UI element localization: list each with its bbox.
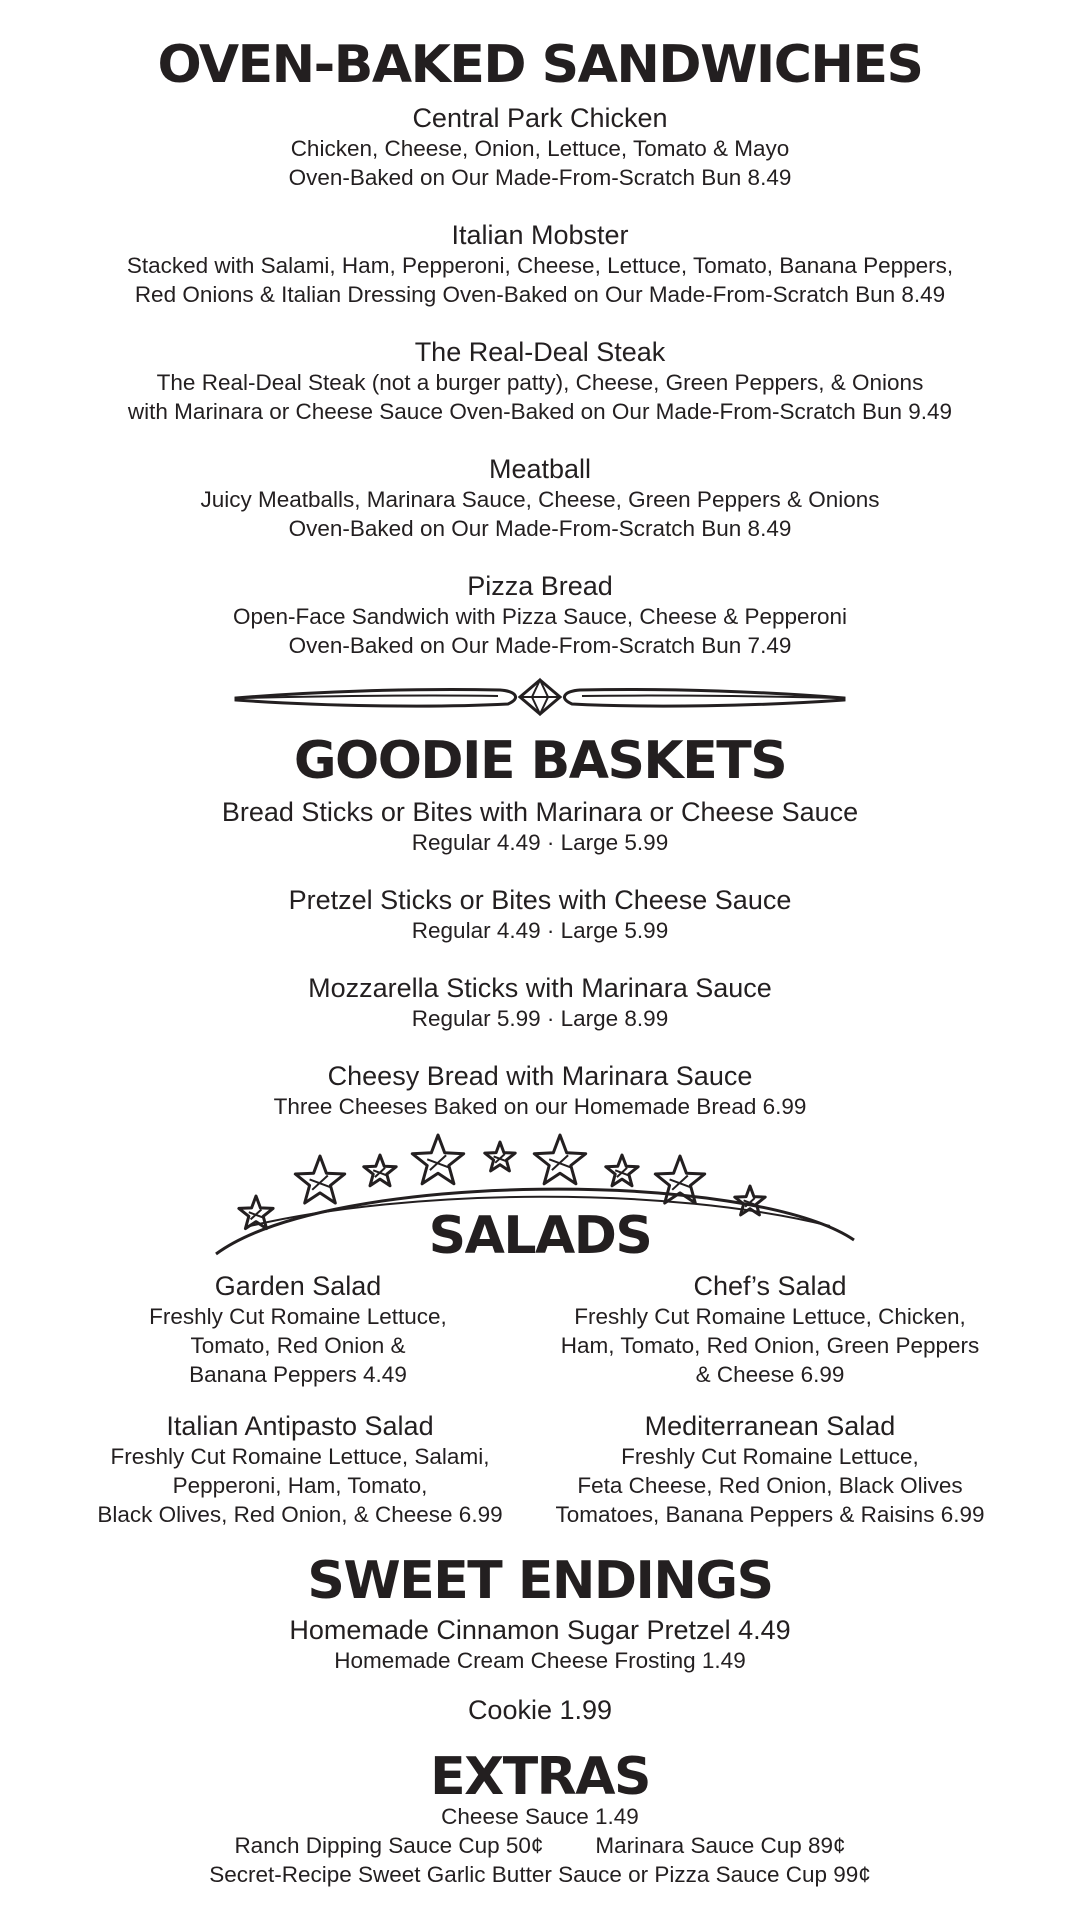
sandwich-name: Pizza Bread — [467, 571, 613, 601]
basket-desc: Regular 5.99 · Large 8.99 — [411, 1006, 669, 1031]
salad-item — [70, 1410, 530, 1529]
salad-desc: Freshly Cut Romaine Lettuce, — [621, 1444, 919, 1469]
salad-item — [88, 1270, 508, 1389]
frosting-item: Homemade Cream Cheese Frosting 1.49 — [334, 1648, 746, 1673]
sandwich-desc: Oven-Baked on Our Made-From-Scratch Bun 8.49 — [288, 516, 792, 541]
salad-desc: & Cheese 6.99 — [695, 1362, 845, 1387]
salad-desc: Black Olives, Red Onion, & Cheese 6.99 — [97, 1502, 503, 1527]
star-scribble-icon — [615, 1168, 629, 1177]
pretzel-item: Homemade Cinnamon Sugar Pretzel 4.49 — [289, 1615, 791, 1645]
star-scribble-icon — [427, 1155, 449, 1170]
extras-title: EXTRAS — [430, 1747, 650, 1807]
basket-desc: Regular 4.49 · Large 5.99 — [411, 918, 669, 943]
sandwiches-title: OVEN-BAKED SANDWICHES — [157, 35, 923, 95]
ornamental-divider-icon — [230, 676, 850, 716]
salad-desc: Banana Peppers 4.49 — [189, 1362, 407, 1387]
salad-name: Italian Antipasto Salad — [166, 1411, 434, 1441]
extras-row — [0, 1831, 1080, 1860]
salad-desc: Freshly Cut Romaine Lettuce, Salami, — [110, 1444, 490, 1469]
star-icon — [412, 1135, 463, 1184]
salads-title: SALADS — [428, 1206, 652, 1266]
sandwich-desc: Stacked with Salami, Ham, Pepperoni, Cheese, Lettuce, Tomato, Banana Peppers, — [126, 253, 954, 278]
sandwich-desc: with Marinara or Cheese Sauce Oven-Baked on Our Made-From-Scratch Bun 9.49 — [127, 399, 953, 424]
salad-desc: Ham, Tomato, Red Onion, Green Peppers — [560, 1333, 980, 1358]
salad-desc: Freshly Cut Romaine Lettuce, Chicken, — [574, 1304, 966, 1329]
salad-item — [540, 1410, 1000, 1529]
sandwich-name: Meatball — [488, 454, 592, 484]
sandwich-desc: Oven-Baked on Our Made-From-Scratch Bun 7.49 — [288, 633, 792, 658]
sandwich-desc: Juicy Meatballs, Marinara Sauce, Cheese, Green Peppers & Onions — [200, 487, 880, 512]
sandwich-name: The Real-Deal Steak — [414, 337, 666, 367]
basket-name: Cheesy Bread with Marinara Sauce — [327, 1061, 753, 1091]
star-scribble-icon — [494, 1154, 507, 1163]
extra-item: Marinara Sauce Cup 89¢ — [595, 1833, 846, 1858]
star-icon — [534, 1135, 585, 1184]
star-icon — [606, 1155, 638, 1186]
salad-name: Garden Salad — [214, 1271, 382, 1301]
salad-desc: Pepperoni, Ham, Tomato, — [172, 1473, 428, 1498]
basket-desc: Three Cheeses Baked on our Homemade Bread 6.99 — [273, 1094, 807, 1119]
salad-name: Chef’s Salad — [693, 1271, 847, 1301]
sandwich-desc: Red Onions & Italian Dressing Oven-Baked on Our Made-From-Scratch Bun 8.49 — [134, 282, 946, 307]
star-scribble-icon — [310, 1176, 331, 1190]
extra-item: Secret-Recipe Sweet Garlic Butter Sauce or Pizza Sauce Cup 99¢ — [209, 1862, 871, 1887]
star-icon — [485, 1142, 515, 1171]
sandwich-name: Central Park Chicken — [412, 103, 668, 133]
star-scribble-icon — [373, 1168, 387, 1177]
sandwich-desc: Chicken, Cheese, Onion, Lettuce, Tomato & Mayo — [290, 136, 790, 161]
salad-item — [540, 1270, 1000, 1389]
basket-name: Mozzarella Sticks with Marinara Sauce — [308, 973, 772, 1003]
basket-name: Pretzel Sticks or Bites with Cheese Sauce — [288, 885, 792, 915]
sweet-endings-title: SWEET ENDINGS — [307, 1551, 773, 1611]
salad-desc: Tomatoes, Banana Peppers & Raisins 6.99 — [555, 1502, 985, 1527]
extra-item: Cheese Sauce 1.49 — [441, 1804, 639, 1829]
star-icon — [364, 1155, 396, 1186]
extra-item: Ranch Dipping Sauce Cup 50¢ — [234, 1833, 544, 1858]
star-scribble-icon — [549, 1155, 571, 1170]
salad-desc: Freshly Cut Romaine Lettuce, — [149, 1304, 447, 1329]
sandwich-desc: Oven-Baked on Our Made-From-Scratch Bun 8.49 — [288, 165, 792, 190]
star-icon — [295, 1156, 344, 1203]
salad-desc: Tomato, Red Onion & — [190, 1333, 406, 1358]
star-scribble-icon — [670, 1176, 691, 1190]
goodie-baskets-title: GOODIE BASKETS — [293, 731, 787, 791]
basket-desc: Regular 4.49 · Large 5.99 — [411, 830, 669, 855]
salad-desc: Feta Cheese, Red Onion, Black Olives — [577, 1473, 963, 1498]
sandwich-desc: Open-Face Sandwich with Pizza Sauce, Cheese & Pepperoni — [232, 604, 848, 629]
basket-name: Bread Sticks or Bites with Marinara or Cheese Sauce — [221, 797, 859, 827]
sandwich-name: Italian Mobster — [451, 220, 629, 250]
cookie-item: Cookie 1.99 — [467, 1695, 613, 1725]
sandwich-desc: The Real-Deal Steak (not a burger patty), Cheese, Green Peppers, & Onions — [156, 370, 924, 395]
salad-name: Mediterranean Salad — [644, 1411, 896, 1441]
